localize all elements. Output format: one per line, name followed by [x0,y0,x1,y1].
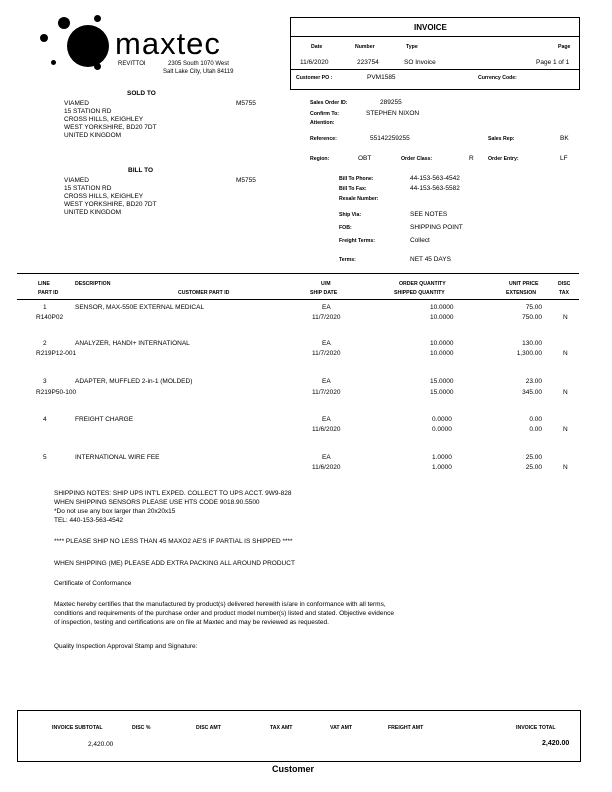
order-class-label: Order Class: [401,156,433,162]
bill-to-fax-label: Bill To Fax: [339,186,367,192]
fob-label: FOB: [339,225,352,231]
item-date: 11/6/2020 [312,464,341,471]
item-um: EA [322,304,331,311]
col-extension: EXTENSION [506,290,536,296]
date-label: Date [311,44,323,50]
item-sqty: 0.0000 [432,426,452,433]
item-price: 0.00 [529,416,542,423]
order-class: R [469,155,474,162]
freight-amt-label: FREIGHT AMT [388,725,424,731]
invoice-number: 223754 [357,59,379,66]
item-desc: INTERNATIONAL WIRE FEE [75,454,160,461]
item-ext: 1,300.00 [516,350,542,357]
bill-to-line: VIAMED [64,177,89,184]
item-oqty: 15.0000 [430,378,454,385]
shipping-note: *Do not use any box larger than 20x20x15 [54,508,176,515]
bill-to-phone: 44-153-563-4542 [410,175,460,182]
item-part: R219P50-100 [36,389,77,396]
item-um: EA [322,416,331,423]
sales-order-label: Sales Order ID: [310,100,348,106]
invoice-total: 2,420.00 [542,740,570,747]
invoice-date: 11/6/2020 [300,59,329,66]
item-ext: 750.00 [522,314,542,321]
bill-to-heading: BILL TO [128,167,154,174]
bill-to-phone-label: Bill To Phone: [339,176,374,182]
item-line: 3 [43,378,47,385]
item-price: 130.00 [522,340,542,347]
sales-rep: BK [560,135,569,142]
item-date: 11/7/2020 [312,314,341,321]
item-desc: SENSOR, MAX-550E EXTERNAL MEDICAL [75,304,205,311]
bill-to-fax: 44-153-563-5582 [410,185,460,192]
col-ship-date: SHIP DATE [310,290,338,296]
company-address-1: 2305 South 1070 West [168,61,229,67]
col-customer-part: CUSTOMER PART ID [178,290,230,296]
item-part: R140P02 [36,314,64,321]
shipping-note: WHEN SHIPPING SENSORS PLEASE USE HTS CODE 9018.90.5500 [54,499,260,506]
shipping-note: SHIPPING NOTES: SHIP UPS INT'L EXPED. COLLECT TO UPS ACCT. 9W9-828 [54,490,292,497]
bill-to-line: WEST YORKSHIRE, BD20 7DT [64,201,157,208]
reference-label: Reference: [310,136,337,142]
coc-text: Maxtec hereby certifies that the manufactured by product(s) delivered herewith is/are in conformance with all terms, [54,601,386,608]
coc-text: of inspection, testing and certifications are on file at Maxtec and may be reviewed as requested. [54,619,329,626]
col-unit-price: UNIT PRICE [509,281,539,287]
shipping-note: WHEN SHIPPING (ME) PLEASE ADD EXTRA PACKING ALL AROUND PRODUCT [54,560,295,567]
item-ext: 0.00 [529,426,542,433]
bill-to-line: CROSS HILLS, KEIGHLEY [64,193,144,200]
col-line: LINE [38,281,50,287]
sold-to-heading: SOLD TO [127,90,156,97]
item-line: 5 [43,454,47,461]
item-ext: 345.00 [522,389,542,396]
sold-to-line: UNITED KINGDOM [64,132,122,139]
customer-po-label: Customer PO : [296,75,333,81]
item-sqty: 1.0000 [432,464,452,471]
item-part: R219P12-001 [36,350,77,357]
item-tax: N [563,350,568,357]
invoice-page: Page 1 of 1 [536,59,570,66]
confirm-to: STEPHEN NIXON [366,110,420,117]
item-um: EA [322,454,331,461]
invoice-type: SO Invoice [404,59,436,66]
confirm-to-label: Confirm To: [310,111,340,117]
revitto-label: REVITTOI [118,61,146,67]
item-desc: ANALYZER, HANDI+ INTERNATIONAL [75,340,190,347]
item-oqty: 10.0000 [430,304,454,311]
page-label: Page [558,44,571,50]
col-description: DESCRIPTION [75,281,111,287]
item-date: 11/7/2020 [312,350,341,357]
invoice-total-label: INVOICE TOTAL [516,725,556,731]
sold-to-line: VIAMED [64,100,89,107]
item-tax: N [563,314,568,321]
type-label: Type [406,44,418,50]
order-entry-label: Order Entry: [488,156,519,162]
sales-rep-label: Sales Rep: [488,136,515,142]
terms-label: Terms: [339,257,356,263]
sold-to-line: WEST YORKSHIRE, BD20 7DT [64,124,157,131]
col-tax: TAX [559,290,569,296]
coc-title: Certificate of Conformance [54,580,132,587]
col-um: U/M [321,281,331,287]
item-desc: FREIGHT CHARGE [75,416,134,423]
item-date: 11/7/2020 [312,389,341,396]
tax-amt-label: TAX AMT [270,725,293,731]
item-price: 25.00 [525,454,542,461]
sales-order: 289255 [380,99,402,106]
shipping-note: TEL: 440-153-563-4542 [54,517,124,524]
sold-to-code: M5755 [236,100,256,107]
item-um: EA [322,340,331,347]
item-price: 23.00 [525,378,542,385]
company-address-2: Salt Lake City, Utah 84119 [163,69,234,75]
vat-amt-label: VAT AMT [330,725,353,731]
item-tax: N [563,464,568,471]
item-sqty: 10.0000 [430,314,454,321]
invoice-title: INVOICE [414,23,447,32]
region-label: Region: [310,156,330,162]
item-line: 4 [43,416,47,423]
attention-label: Attention: [310,120,335,126]
reference: 55142259255 [370,135,410,142]
order-entry: LF [560,155,568,162]
ship-via-label: Ship Via: [339,212,362,218]
logo-wordmark: maxtec [115,26,221,61]
footer-copy-label: Customer [272,764,315,774]
item-oqty: 0.0000 [432,416,452,423]
item-price: 75.00 [525,304,542,311]
item-line: 1 [43,304,47,311]
terms: NET 45 DAYS [410,256,451,263]
item-oqty: 1.0000 [432,454,452,461]
col-shipped-qty: SHIPPED QUANTITY [394,290,445,296]
resale-label: Resale Number: [339,196,379,202]
number-label: Number [355,44,375,50]
item-sqty: 15.0000 [430,389,454,396]
disc-amt-label: DISC AMT [196,725,221,731]
freight-terms: Collect [410,237,430,244]
currency-label: Currency Code: [478,75,517,81]
invoice-subtotal: 2,420.00 [88,741,114,748]
item-tax: N [563,389,568,396]
item-sqty: 10.0000 [430,350,454,357]
freight-terms-label: Freight Terms: [339,238,375,244]
item-ext: 25.00 [525,464,542,471]
col-part-id: PART ID [38,290,59,296]
col-order-qty: ORDER QUANTITY [399,281,446,287]
shipping-note: **** PLEASE SHIP NO LESS THAN 45 MAXO2 AE'S IF PARTIAL IS SHIPPED **** [54,538,293,545]
item-oqty: 10.0000 [430,340,454,347]
coc-text: conditions and requirements of the purchase order and product model number(s) listed and stated. Objective evidence [54,610,394,617]
sold-to-line: CROSS HILLS, KEIGHLEY [64,116,144,123]
ship-via: SEE NOTES [410,211,448,218]
item-date: 11/6/2020 [312,426,341,433]
disc-pct-label: DISC % [132,725,151,731]
customer-po: PVM1585 [367,74,396,81]
totals-box [17,710,581,762]
item-tax: N [563,426,568,433]
subtotal-label: INVOICE SUBTOTAL [52,725,103,731]
bill-to-line: 15 STATION RD [64,185,112,192]
quality-signature-label: Quality Inspection Approval Stamp and Signature: [54,643,198,650]
bill-to-line: UNITED KINGDOM [64,209,122,216]
item-desc: ADAPTER, MUFFLED 2-in-1 (MOLDED) [75,378,193,385]
region: OBT [358,155,372,162]
item-um: EA [322,378,331,385]
fob: SHIPPING POINT [410,224,463,231]
item-line: 2 [43,340,47,347]
bill-to-code: M5755 [236,177,256,184]
sold-to-line: 15 STATION RD [64,108,112,115]
col-disc: DISC [558,281,571,287]
